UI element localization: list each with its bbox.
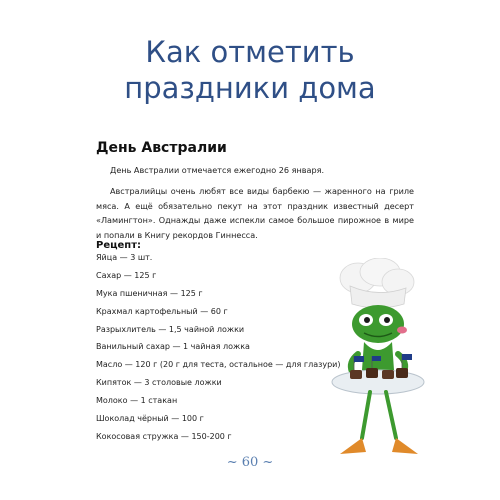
ingredient-item: Ванильный сахар — 1 чайная ложка xyxy=(96,342,250,352)
page-number: ~ 60 ~ xyxy=(226,455,274,470)
ingredient-item: Яйца — 3 шт. xyxy=(96,253,153,262)
ingredient-item: Молоко — 1 стакан xyxy=(96,396,178,406)
ingredient-item: Разрыхлитель — 1,5 чайной ложки xyxy=(96,324,245,334)
chef-hat-icon xyxy=(340,258,414,308)
frog-icon xyxy=(351,305,407,374)
paragraph: Австралийцы очень любят все виды барбекю — жаренного на гриле мяса. А ещё обязательно пекут на этот праздник известный десерт «Ламингтон». Однажды даже испекли самое большое пирожное в мире и попали в Книгу рекордов Гиннесса. xyxy=(96,186,414,240)
paragraph: День Австралии отмечается ежегодно 26 января. xyxy=(110,165,325,175)
ingredient-item: Кипяток — 3 столовые ложки xyxy=(96,378,222,388)
recipe-heading: Рецепт: xyxy=(96,240,142,251)
cake-plate-icon xyxy=(332,354,424,394)
frog-chef-illustration xyxy=(322,258,432,463)
ingredient-item: Мука пшеничная — 125 г xyxy=(96,288,203,298)
ingredient-item: Сахар — 125 г xyxy=(96,270,157,280)
frog-legs-icon xyxy=(340,392,418,454)
ingredient-item: Кокосовая стружка — 150-200 г xyxy=(96,431,232,441)
section-heading: День Австралии xyxy=(96,140,227,156)
ingredient-item: Шоколад чёрный — 100 г xyxy=(96,414,204,424)
ingredient-item: Масло — 120 г (20 г для теста, остальное — для глазури) xyxy=(96,360,341,370)
page-title-line-1: Как отметить xyxy=(145,35,355,69)
ingredient-item: Крахмал картофельный — 60 г xyxy=(96,306,228,316)
page-title-line-2: праздники дома xyxy=(124,71,376,105)
ingredient-list xyxy=(96,252,341,449)
